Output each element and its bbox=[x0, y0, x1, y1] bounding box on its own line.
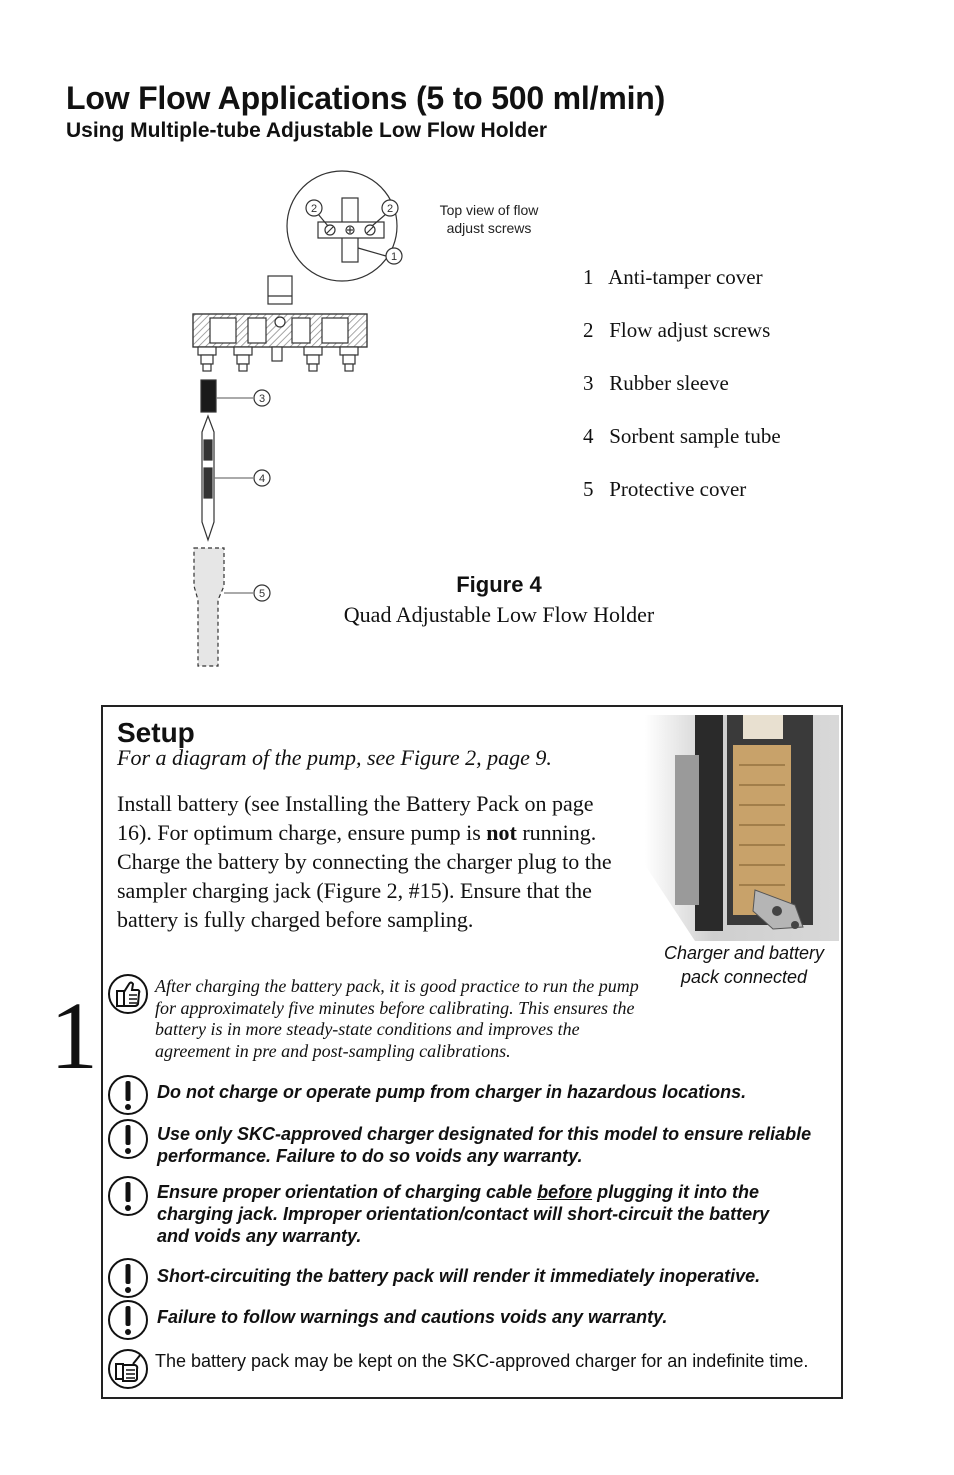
legend-item: 1 Anti-tamper cover bbox=[583, 265, 763, 289]
callout-3: 3 bbox=[258, 393, 266, 405]
top-view-caption: Top view of flow adjust screws bbox=[439, 202, 539, 236]
callout-2a: 2 bbox=[310, 203, 318, 215]
figure-label: Figure 4 bbox=[456, 572, 542, 597]
exclamation-icon bbox=[107, 1074, 149, 1116]
exclamation-icon bbox=[107, 1257, 149, 1299]
writing-hand-icon bbox=[107, 1348, 149, 1390]
setup-title: Setup bbox=[117, 717, 195, 748]
photo-caption: Charger and battery pack connected bbox=[663, 943, 825, 987]
figure-legend bbox=[583, 265, 781, 530]
callout-1: 1 bbox=[390, 251, 398, 263]
legend-item: 3 Rubber sleeve bbox=[583, 371, 729, 395]
warning-text: Use only SKC-approved charger designated for this model to ensure reliable performance. Failure to do so voids any warranty. bbox=[157, 1124, 812, 1166]
setup-section bbox=[101, 705, 843, 1399]
exclamation-icon bbox=[107, 1299, 149, 1341]
warning-text: Ensure proper orientation of charging cable before plugging it into the charging jack. Improper orientation/contact will short-circuit the battery and voids any warranty. bbox=[157, 1182, 770, 1246]
page-subtitle: Using Multiple-tube Adjustable Low Flow Holder bbox=[66, 119, 548, 142]
callout-2b: 2 bbox=[386, 203, 394, 215]
setup-subtitle: For a diagram of the pump, see Figure 2, page 9. bbox=[117, 745, 552, 770]
callout-5: 5 bbox=[258, 588, 266, 600]
figure-caption bbox=[318, 572, 680, 628]
protective-cover bbox=[194, 548, 224, 666]
legend-item: 5 Protective cover bbox=[583, 477, 747, 501]
warning-text: Do not charge or operate pump from charger in hazardous locations. bbox=[157, 1082, 747, 1102]
legend-item: 2 Flow adjust screws bbox=[583, 318, 771, 342]
setup-body: Install battery (see Installing the Battery Pack on page 16). For optimum charge, ensure pump is not running. Charge the battery by connecting the charger plug to the sampler charging jack (Figure 2, #15). Ensure that the battery is fully charged before sampling. bbox=[117, 791, 612, 932]
rubber-sleeve bbox=[201, 380, 216, 412]
figure-description: Quad Adjustable Low Flow Holder bbox=[343, 602, 655, 627]
page-title: Low Flow Applications (5 to 500 ml/min) bbox=[66, 80, 666, 116]
legend-item: 4 Sorbent sample tube bbox=[583, 424, 781, 448]
charger-battery-photo bbox=[635, 715, 839, 941]
tip-text: After charging the battery pack, it is good practice to run the pump for approximately five minutes before calibrating. This ensures the battery is in more steady-state conditions and improves the agreement in pre and post-sampling calibrations. bbox=[155, 976, 639, 1061]
exclamation-icon bbox=[107, 1118, 149, 1160]
note-text: The battery pack may be kept on the SKC-approved charger for an indefinite time. bbox=[155, 1351, 809, 1371]
warning-text: Failure to follow warnings and cautions voids any warranty. bbox=[157, 1307, 668, 1327]
warning-text: Short-circuiting the battery pack will render it immediately inoperative. bbox=[157, 1266, 761, 1286]
page-number: 1 bbox=[50, 982, 98, 1089]
thumbs-up-icon bbox=[107, 973, 149, 1015]
callout-4: 4 bbox=[258, 473, 266, 485]
exclamation-icon bbox=[107, 1175, 149, 1217]
